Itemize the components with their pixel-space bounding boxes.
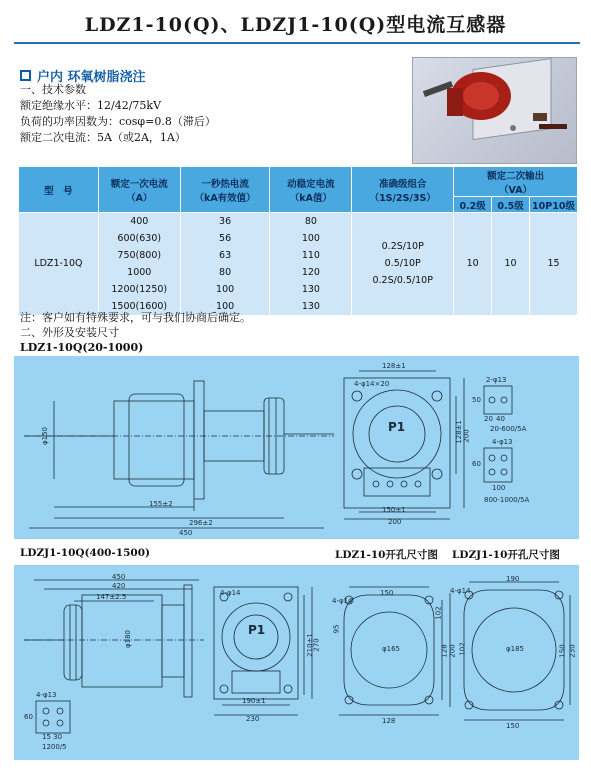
dim-label: 200 (462, 429, 471, 443)
spec-secondary-current: 额定二次电流：5A（或2A，1A） (20, 131, 186, 144)
dim-label: 200 (448, 644, 457, 658)
transformer-illustration (413, 58, 577, 164)
cell-output-02: 10 (454, 213, 492, 315)
cell-thermal: 63 (180, 247, 270, 264)
dim-label: 155±2 (149, 500, 173, 508)
product-photo (412, 57, 577, 164)
dim-label: 4-φ14 (332, 597, 353, 605)
dim-label: 4-φ14 (220, 589, 241, 597)
dim-label: 150 (380, 589, 394, 597)
cell-primary: 400 (98, 213, 180, 230)
cell-dynamic: 110 (270, 247, 352, 264)
dim-label: 128±1 (382, 362, 406, 370)
dim-label: 190±1 (242, 697, 266, 705)
dim-label: 147±2.5 (96, 593, 127, 601)
header-class-02: 0.2级 (454, 197, 492, 213)
drawing3-title: LDZ1-10开孔尺寸图 (335, 549, 438, 561)
cell-accuracy: 0.2S/10P 0.5/10P 0.2S/0.5/10P (352, 213, 454, 315)
dim-label: 128 (382, 717, 396, 725)
dim-label: 4-φ13 (36, 691, 57, 699)
drawing1-panel (14, 356, 579, 539)
dim-label: 102 (434, 606, 443, 620)
cell-primary: 1500(1600) (98, 298, 180, 315)
title-rule (14, 42, 580, 44)
dim-label: 210±1 (305, 633, 314, 657)
dim-label: 20-600/5A (490, 425, 527, 433)
header-model: 型 号 (19, 167, 99, 213)
cell-primary: 600(630) (98, 230, 180, 247)
header-secondary: 额定二次输出 （VA） (454, 167, 578, 197)
header-accuracy: 准确级组合 （1S/2S/3S） (352, 167, 454, 213)
dim-label: 450 (112, 573, 126, 581)
marker-p1: P1 (388, 420, 406, 434)
dim-label: 128±1 (454, 420, 463, 444)
section-title: 户内 环氧树脂浇注 (37, 70, 146, 85)
dim-label: 200 (388, 518, 402, 526)
cell-thermal: 100 (180, 281, 270, 298)
dim-label: 150 (506, 722, 520, 730)
cell-thermal: 100 (180, 298, 270, 315)
page-title: LDZ1-10(Q)、LDZJ1-10(Q)型电流互感器 (84, 14, 507, 36)
cell-output-05: 10 (492, 213, 530, 315)
dim-label: 150 (558, 644, 567, 658)
spec-power-factor: 负荷的功率因数为：cosφ=0.8（滞后） (20, 115, 216, 128)
square-bullet-icon (20, 70, 31, 81)
dim-label: 150±1 (382, 506, 406, 514)
header-thermal: 一秒热电流 （kA有效值） (180, 167, 270, 213)
dim-label: φ150 (40, 427, 49, 445)
dim-label: 2-φ13 (486, 376, 507, 384)
cell-dynamic: 130 (270, 298, 352, 315)
dim-label: 100 (492, 484, 506, 492)
dim-label: 4-φ14 (450, 587, 471, 595)
cell-dynamic: 130 (270, 281, 352, 298)
dim-label: 4-φ13 (492, 438, 513, 446)
dim-label: 4-φ14×20 (354, 380, 390, 388)
spec-table (18, 166, 578, 315)
dim-label: 40 (496, 415, 505, 423)
dim-label: 60 (24, 713, 33, 721)
dim-label: φ180 (123, 630, 132, 648)
dim-label: 1200/5 (42, 743, 67, 751)
cell-primary: 1200(1250) (98, 281, 180, 298)
cell-thermal: 36 (180, 213, 270, 230)
dim-label: 230 (246, 715, 260, 723)
header-dynamic: 动稳定电流 （kA值） (270, 167, 352, 213)
drawing1-title: LDZ1-10Q(20-1000) (20, 341, 144, 354)
cell-thermal: 56 (180, 230, 270, 247)
dim-label: 102 (458, 642, 467, 656)
dim-label: 95 (332, 624, 341, 634)
table-row (19, 213, 578, 230)
dim-label: φ165 (382, 645, 400, 653)
cell-dynamic: 120 (270, 264, 352, 281)
cell-thermal: 80 (180, 264, 270, 281)
cell-primary: 750(800) (98, 247, 180, 264)
drawing2-title: LDZJ1-10Q(400-1500) (20, 547, 150, 559)
marker-p1: P1 (248, 623, 266, 637)
customer-note: 注：客户如有特殊要求，可与我们协商后确定。 (20, 311, 251, 324)
cell-dynamic: 80 (270, 213, 352, 230)
spec-heading: 一、技术参数 (20, 83, 86, 96)
dim-label: 800-1000/5A (484, 496, 530, 504)
outline-heading: 二、外形及安装尺寸 (20, 326, 119, 339)
dim-label: 450 (179, 529, 193, 537)
drawing2-panel (14, 565, 579, 760)
cell-primary: 1000 (98, 264, 180, 281)
dim-label: 230 (568, 644, 577, 658)
dim-label: 20 (484, 415, 493, 423)
header-primary: 额定一次电流 （A） (98, 167, 180, 213)
dim-label: 270 (312, 638, 321, 652)
header-class-10p10: 10P10级 (530, 197, 578, 213)
dim-label: 420 (112, 582, 126, 590)
cell-model: LDZ1-10Q (19, 213, 99, 315)
dim-label: 60 (472, 460, 481, 468)
dim-label: 50 (472, 396, 481, 404)
dim-label: 128 (440, 644, 449, 658)
cell-output-10p10: 15 (530, 213, 578, 315)
dim-label: 190 (506, 575, 520, 583)
dim-label: φ185 (506, 645, 524, 653)
cell-dynamic: 100 (270, 230, 352, 247)
drawing4-title: LDZJ1-10开孔尺寸图 (452, 549, 560, 561)
dim-label: 296±2 (189, 519, 213, 527)
header-class-05: 0.5级 (492, 197, 530, 213)
dim-label: 15 30 (42, 733, 63, 741)
spec-insulation: 额定绝缘水平：12/42/75kV (20, 99, 162, 112)
